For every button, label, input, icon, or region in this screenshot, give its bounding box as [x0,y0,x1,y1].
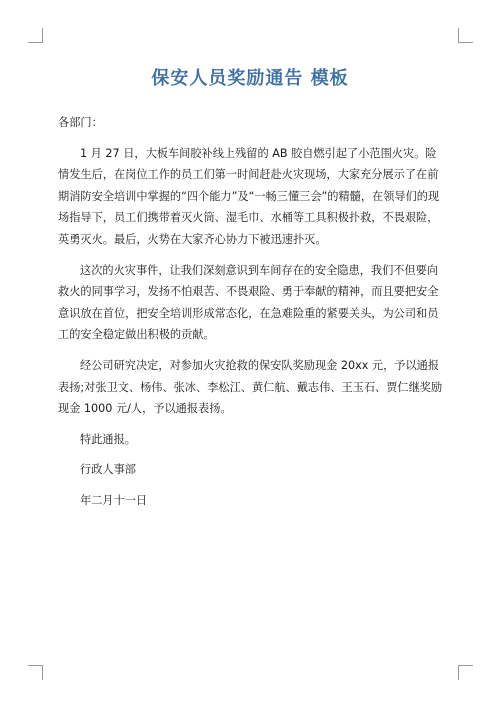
paragraph-rewards: 经公司研究决定，对参加火灾抢救的保安队奖励现金 20xx 元，予以通报表扬;对张卫文、杨伟、张冰、李松江、黄仁航、戴志伟、王玉石、贾仁继奖励现金 1000 元/人，予以通报表扬。 [58,358,443,416]
document-body [58,112,444,521]
crop-mark-bottom-left [28,665,43,680]
crop-mark-top-left [28,28,43,43]
salutation: 各部门： [58,116,103,129]
closing-line: 特此通报。 [80,432,136,446]
paragraph-incident: 1 月 27 日，大板车间胶补线上残留的 AB 胶自燃引起了小范围火灾。险情发生后，在岗位工作的员工们第一时间赶赴火灾现场，大家充分展示了在前期消防安全培训中掌握的“四个能力”及“一畅三懂三会”的精髓，在领导们的现场指导下，员工们携带着灭火筒、湿毛巾、水桶等工具积极扑救，不畏艰险，英勇灭火。最后，火势在大家齐心协力下被迅速扑灭。 [58,146,440,246]
signature: 行政人事部 [80,463,136,477]
document-title: 保安人员奖励通告 模板 [151,68,349,89]
date: 年二月十一日 [80,493,148,507]
crop-mark-top-right [458,28,473,43]
paragraph-lessons: 这次的火灾事件，让我们深刻意识到车间存在的安全隐患，我们不但要向救火的同事学习，发扬不怕艰苦、不畏艰险、勇于奉献的精神，而且要把安全意识放在首位，把安全培训形成常态化，在急难险重的紧要关头，为公司和员工的安全稳定做出积极的贡献。 [58,263,439,342]
crop-mark-bottom-right [458,665,473,680]
